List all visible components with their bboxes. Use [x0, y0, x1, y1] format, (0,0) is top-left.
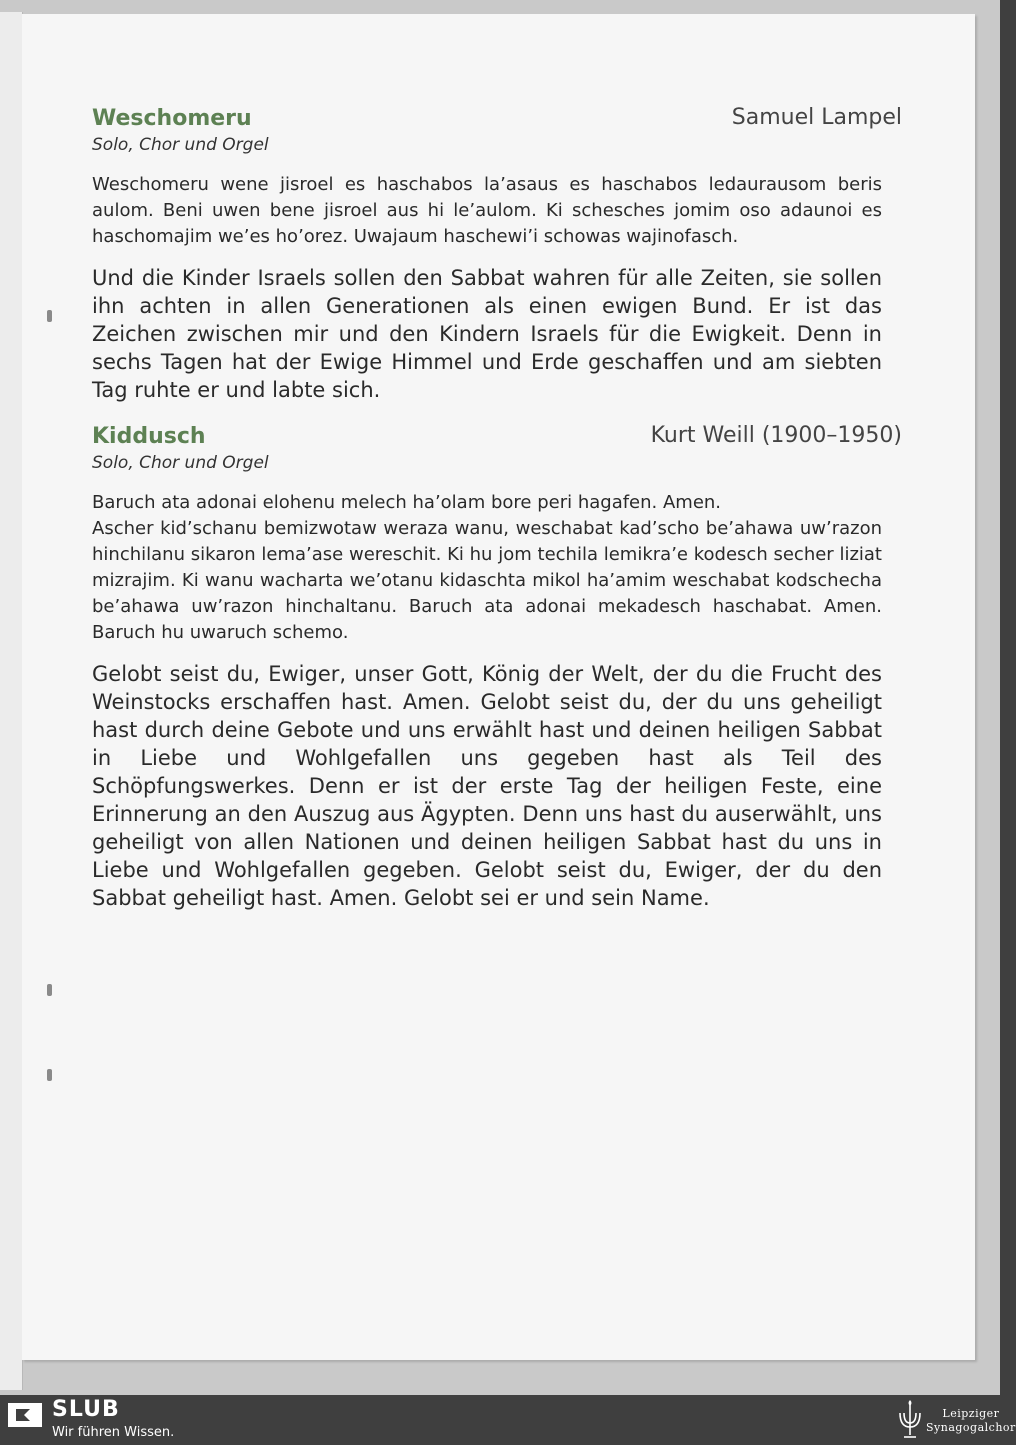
- piece-instrumentation: Solo, Chor und Orgel: [92, 453, 269, 473]
- piece-composer: Samuel Lampel: [731, 105, 902, 130]
- piece-title: Kiddusch: [92, 424, 206, 449]
- transliteration-text: Weschomeru wene jisroel es haschabos la’asaus es haschabos ledaurausom beris aulom. Beni uwen bene jisroel aus hi le’aulom. Ki schesches jomim oso adaunoi es haschomajim we’es ho’orez. Uwajaum haschewi’i schowas wajinofasch.: [92, 174, 882, 247]
- piece-kiddusch: [92, 422, 902, 912]
- piece-weschomeru: [92, 104, 902, 404]
- translation-text: Und die Kinder Israels sollen den Sabbat wahren für alle Zeiten, sie sollen ihn achten in allen Generationen als einen ewigen Bund. Er ist das Zeichen zwischen mir und den Kindern Israels für die Ewigkeit. Denn in sechs Tagen hat der Ewige Himmel und Erde geschaffen und am siebten Tag ruhte er und labte sich.: [92, 266, 882, 402]
- facing-page-edge: [0, 12, 23, 1390]
- piece-composer: Kurt Weill (1900–1950): [650, 423, 902, 448]
- slub-name: SLUB: [52, 1397, 120, 1422]
- booklet-page: [22, 14, 975, 1360]
- piece-title: Weschomeru: [92, 106, 252, 131]
- menorah-icon: [895, 1399, 925, 1441]
- staple-mark: [47, 984, 52, 996]
- viewer-footer: [0, 1395, 1016, 1445]
- translation-text: Gelobt seist du, Ewiger, unser Gott, König der Welt, der du die Frucht des Weinstocks erschaffen hast. Amen. Gelobt seist du, der du uns geheiligt hast durch deine Gebote und uns erwählt hast und deinen heiligen Sabbat in Liebe und Wohlgefallen uns gegeben hast als Teil des Schöpfungswerkes. Denn er ist der erste Tag der heiligen Feste, eine Erinnerung an den Auszug aus Ägypten. Denn uns hast du auserwählt, uns geheiligt von allen Nationen und deinen heiligen Sabbat hast du uns in Liebe und Wohlgefallen gegeben. Gelobt seist du, Ewiger, der du den Sabbat geheiligt hast. Amen. Gelobt sei er und sein Name.: [92, 662, 882, 910]
- slub-tagline: Wir führen Wissen.: [52, 1425, 175, 1440]
- choir-name-line1: Leipziger: [942, 1407, 1000, 1420]
- choir-name: [926, 1407, 1016, 1435]
- slub-logo-icon: [8, 1403, 42, 1427]
- transliteration-line: Baruch ata adonai elohenu melech ha’olam bore peri hagafen. Amen.: [92, 492, 722, 513]
- piece-instrumentation: Solo, Chor und Orgel: [92, 135, 269, 155]
- choir-name-line2: Synagogalchor: [926, 1421, 1016, 1434]
- page-content: [92, 104, 902, 930]
- staple-mark: [47, 310, 52, 322]
- transliteration-text: Ascher kid’schanu bemizwotaw weraza wanu, weschabat kad’scho be’ahawa uw’razon hinchilanu sikaron lema’ase wereschit. Ki hu jom techila lemikra’e kodesch secher liziat mizrajim. Ki wanu wacharta we’otanu kidaschta mikol ha’amim weschabat kodschecha be’ahawa uw’razon hinchaltanu. Baruch ata adonai mekadesch haschabat. Amen. Baruch hu uwaruch schemo.: [92, 518, 882, 643]
- staple-mark: [47, 1069, 52, 1081]
